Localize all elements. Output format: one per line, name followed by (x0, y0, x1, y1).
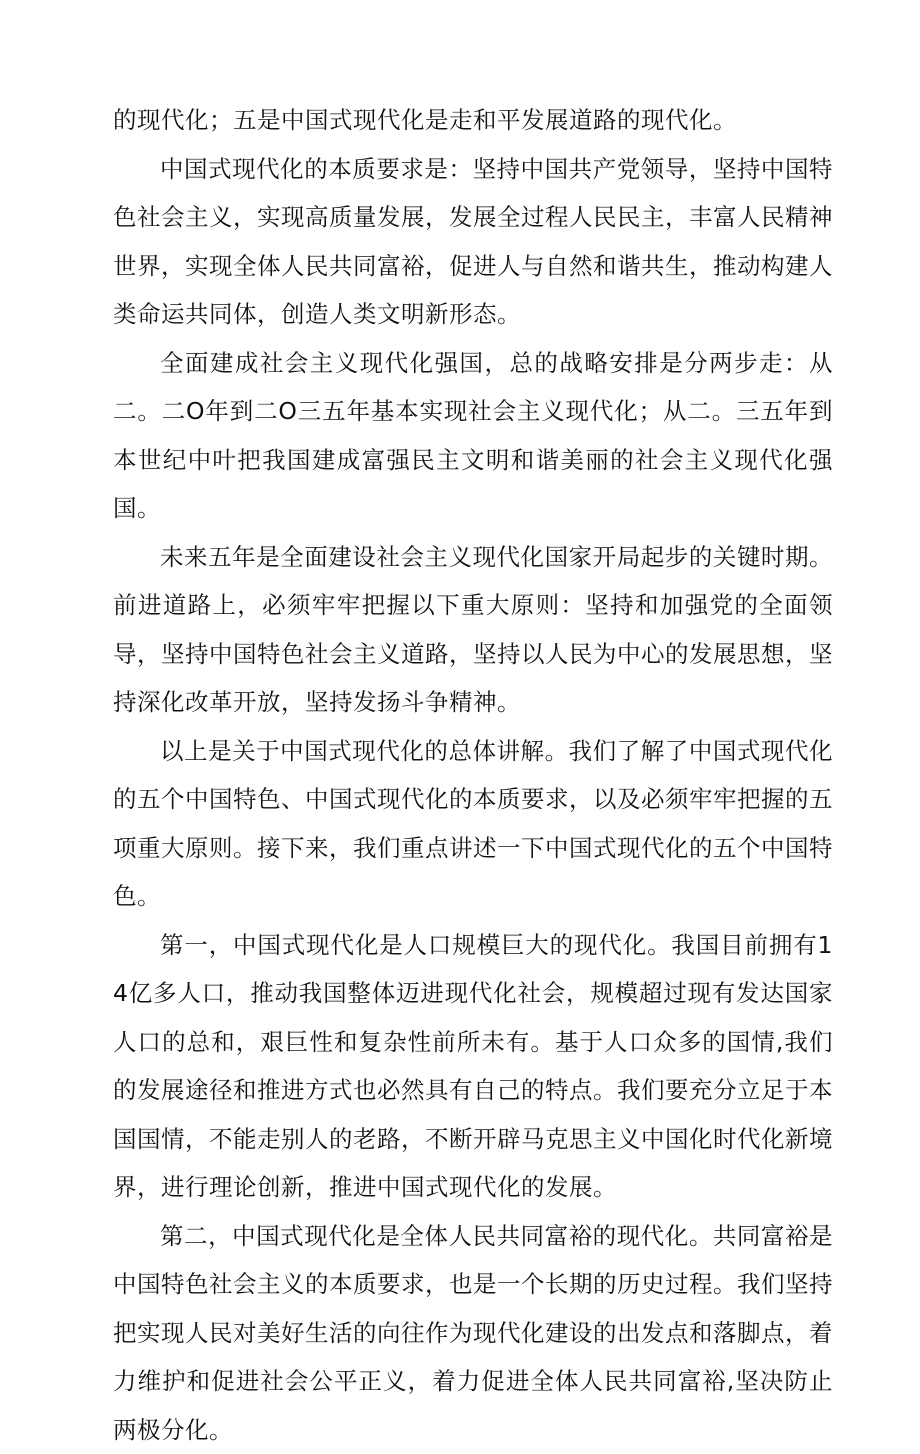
document-body (113, 96, 833, 1454)
paragraph-continuation: 的现代化；五是中国式现代化是走和平发展道路的现代化。 (113, 96, 833, 145)
paragraph-first-feature: 第一，中国式现代化是人口规模巨大的现代化。我国目前拥有14亿多人口，推动我国整体迈进现代化社会，规模超过现有发达国家人口的总和，艰巨性和复杂性前所未有。基于人口众多的国情,我们的发展途径和推进方式也必然具有自己的特点。我们要充分立足于本国国情，不能走别人的老路，不断开辟马克思主义中国化时代化新境界，进行理论创新，推进中国式现代化的发展。 (113, 921, 833, 1212)
paragraph-strategic-plan: 全面建成社会主义现代化强国，总的战略安排是分两步走：从二。二O年到二O三五年基本实现社会主义现代化；从二。三五年到本世纪中叶把我国建成富强民主文明和谐美丽的社会主义现代化强国。 (113, 339, 833, 533)
paragraph-essential-requirements: 中国式现代化的本质要求是：坚持中国共产党领导，坚持中国特色社会主义，实现高质量发展，发展全过程人民民主，丰富人民精神世界，实现全体人民共同富裕，促进人与自然和谐共生，推动构建人类命运共同体，创造人类文明新形态。 (113, 145, 833, 339)
paragraph-summary: 以上是关于中国式现代化的总体讲解。我们了解了中国式现代化的五个中国特色、中国式现代化的本质要求，以及必须牢牢把握的五项重大原则。接下来，我们重点讲述一下中国式现代化的五个中国特色。 (113, 727, 833, 921)
paragraph-major-principles: 未来五年是全面建设社会主义现代化国家开局起步的关键时期。前进道路上，必须牢牢把握以下重大原则：坚持和加强党的全面领导，坚持中国特色社会主义道路，坚持以人民为中心的发展思想，坚持深化改革开放，坚持发扬斗争精神。 (113, 533, 833, 727)
paragraph-second-feature: 第二，中国式现代化是全体人民共同富裕的现代化。共同富裕是中国特色社会主义的本质要求，也是一个长期的历史过程。我们坚持把实现人民对美好生活的向往作为现代化建设的出发点和落脚点，着力维护和促进社会公平正义，着力促进全体人民共同富裕,坚决防止两极分化。 (113, 1212, 833, 1454)
